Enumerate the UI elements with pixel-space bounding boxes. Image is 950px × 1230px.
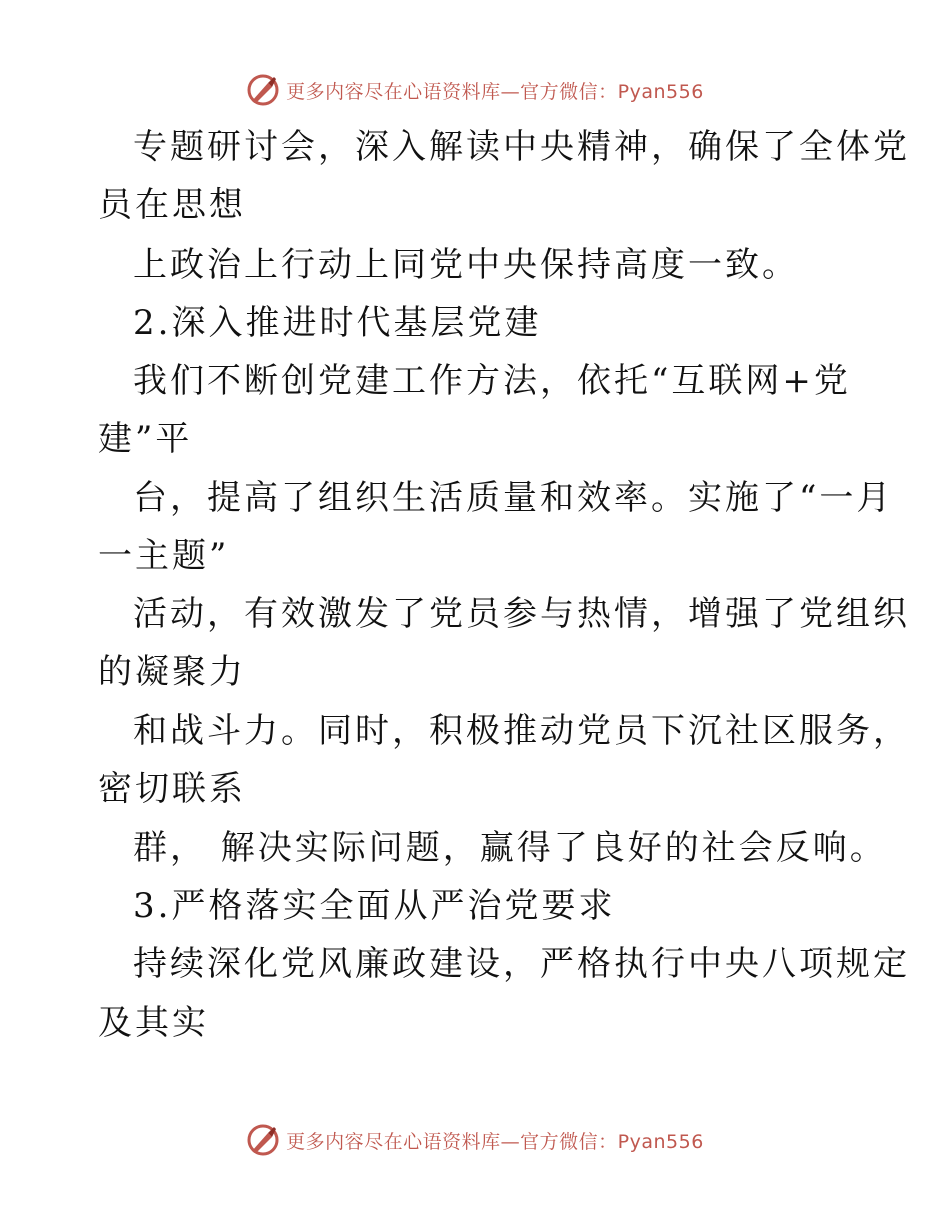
footer-banner-text: 更多内容尽在心语资料库—官方微信：Pyan556	[286, 1130, 704, 1153]
text-line: 上政治上行动上同党中央保持高度一致。	[133, 245, 799, 285]
text-line: 建”平	[98, 419, 193, 459]
section-heading: 3.严格落实全面从严治党要求	[133, 886, 616, 926]
text-line: 及其实	[98, 1003, 209, 1043]
text-line: 专题研讨会，深入解读中央精神，确保了全体党	[133, 127, 910, 167]
section-heading: 2.深入推进时代基层党建	[133, 303, 542, 343]
header-banner-text: 更多内容尽在心语资料库—官方微信：Pyan556	[286, 80, 704, 103]
text-line: 一主题”	[98, 536, 230, 576]
text-line: 活动，有效激发了党员参与热情，增强了党组织	[133, 594, 910, 634]
text-line: 和战斗力。同时，积极推动党员下沉社区服务，	[133, 711, 910, 751]
text-line: 员在思想	[98, 185, 246, 225]
text-line: 群， 解决实际问题，赢得了良好的社会反响。	[133, 828, 887, 868]
text-line: 密切联系	[98, 769, 246, 809]
text-line: 的凝聚力	[98, 652, 246, 692]
text-line: 持续深化党风廉政建设，严格执行中央八项规定	[133, 944, 910, 984]
header-banner	[0, 70, 950, 110]
text-line: 我们不断创党建工作方法，依托“互联网+党	[133, 361, 851, 401]
footer-banner	[0, 1120, 950, 1160]
pen-logo-icon	[246, 73, 280, 107]
text-line: 台，提高了组织生活质量和效率。实施了“一月	[133, 478, 894, 518]
pen-logo-icon	[246, 1123, 280, 1157]
